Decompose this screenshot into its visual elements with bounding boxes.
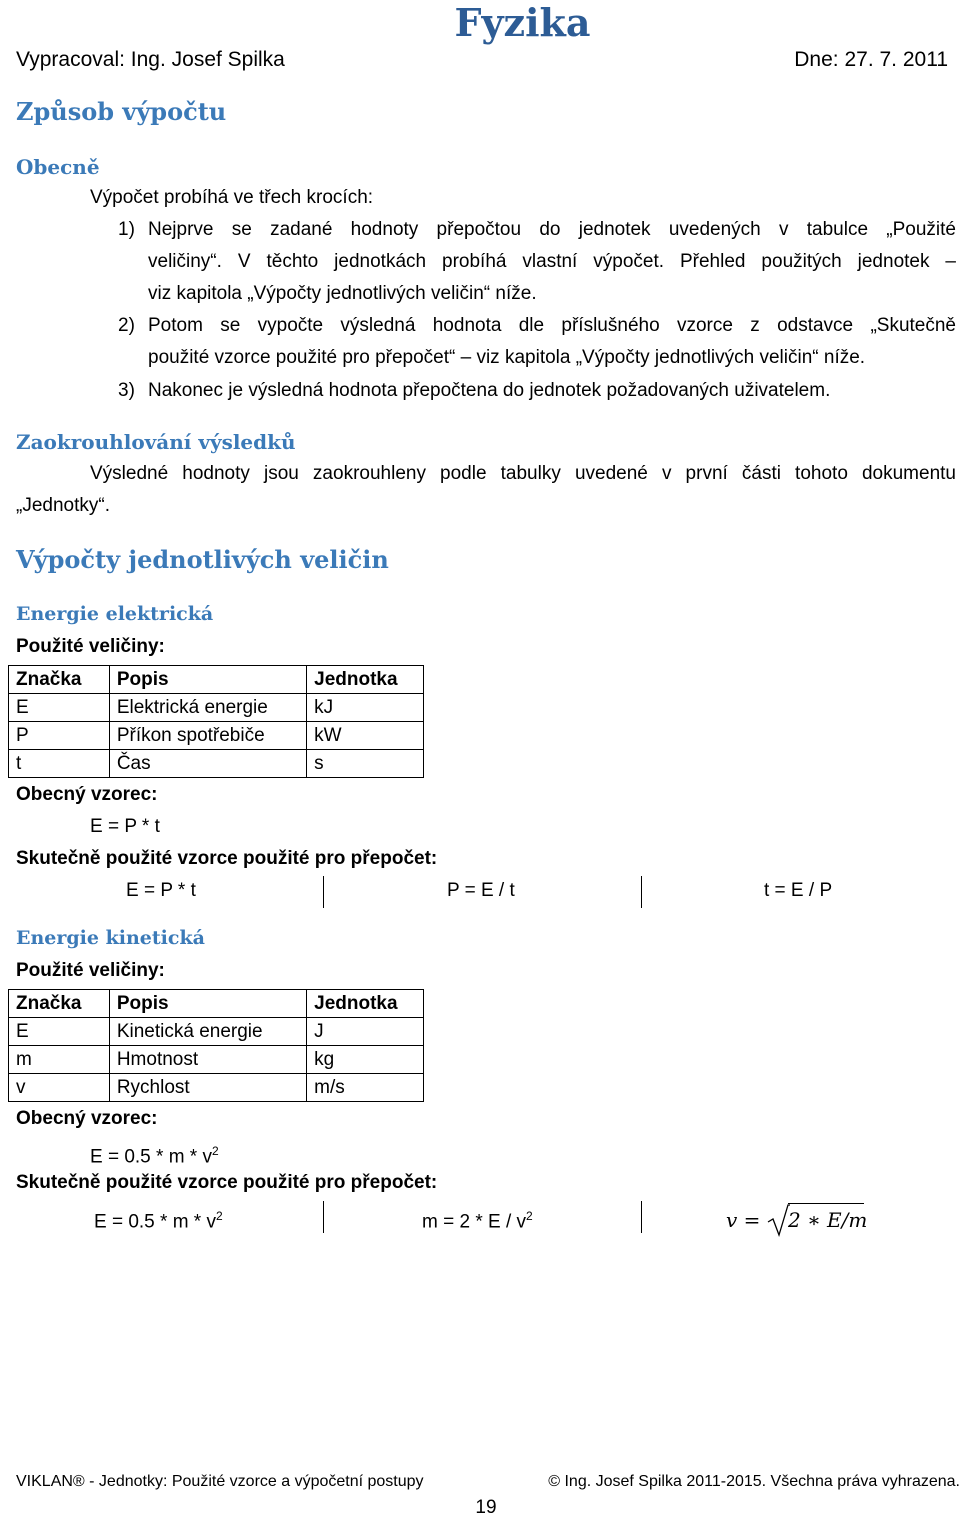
- cell-symbol: t: [9, 750, 110, 778]
- velocity-radicand: 2 ∗ E/m: [788, 1208, 868, 1232]
- footer-left: VIKLAN® - Jednotky: Použité vzorce a výpočetní postupy: [16, 1473, 424, 1490]
- formula-energy: E = P * t: [126, 880, 196, 901]
- header-unit: Jednotka: [307, 990, 424, 1018]
- section-heading-quantity-calculations: Výpočty jednotlivých veličin: [16, 545, 389, 574]
- velocity-lhs: v =: [726, 1208, 761, 1232]
- cell-unit: m/s: [307, 1074, 424, 1102]
- document-title: Fyzika: [454, 0, 591, 45]
- subheading-general: Obecně: [16, 155, 100, 179]
- cell-unit: kg: [307, 1046, 424, 1074]
- table-header-row: [9, 666, 424, 694]
- actual-formulas-label: Skutečně použité vzorce použité pro přepočet:: [16, 1172, 438, 1193]
- square-root-icon: [766, 1202, 790, 1238]
- cell-description: Hmotnost: [109, 1046, 306, 1074]
- general-formula: $E = 0.5 * m * v^2$: [90, 1144, 219, 1168]
- general-formula: E = P * t: [90, 816, 160, 837]
- author-line: Vypracoval: Ing. Josef Spilka: [16, 48, 285, 71]
- formula-kinetic-energy: $E = 0.5 * m * v^2$: [94, 1209, 223, 1233]
- header-unit: Jednotka: [307, 666, 424, 694]
- cell-symbol: v: [9, 1074, 110, 1102]
- cell-symbol: m: [9, 1046, 110, 1074]
- cell-symbol: P: [9, 722, 110, 750]
- cell-description: Čas: [109, 750, 306, 778]
- header-symbol: Značka: [9, 990, 110, 1018]
- step-1-line-2: veličiny“. V těchto jednotkách probíhá vlastní výpočet. Přehled použitých jednotek –: [148, 251, 956, 272]
- cell-symbol: E: [9, 1018, 110, 1046]
- table-row: [9, 1074, 424, 1102]
- table-header-row: [9, 990, 424, 1018]
- formula-time: t = E / P: [764, 880, 833, 901]
- section-heading-calculation-method: Způsob výpočtu: [16, 97, 227, 126]
- step-1-line-1: Nejprve se zadané hodnoty přepočtou do jednotek uvedených v tabulce „Použité: [148, 219, 956, 240]
- cell-unit: J: [307, 1018, 424, 1046]
- used-quantities-label: Použité veličiny:: [16, 960, 165, 981]
- table-row: [9, 1046, 424, 1074]
- step-number: 2): [118, 315, 135, 336]
- formula-mass: $m = 2 * E / v^2$: [422, 1209, 533, 1233]
- cell-description: Elektrická energie: [109, 694, 306, 722]
- table-row: [9, 694, 424, 722]
- formula-divider: [641, 1201, 642, 1233]
- table-row: [9, 1018, 424, 1046]
- formula-divider: [323, 876, 324, 908]
- step-2-line-1: Potom se vypočte výsledná hodnota dle příslušného vzorce z odstavce „Skutečně: [148, 315, 956, 336]
- table-row: [9, 750, 424, 778]
- cell-description: Příkon spotřebiče: [109, 722, 306, 750]
- rounding-line-2: „Jednotky“.: [16, 495, 110, 516]
- cell-description: Rychlost: [109, 1074, 306, 1102]
- step-2-line-2: použité vzorce použité pro přepočet“ – viz kapitola „Výpočty jednotlivých veličin“ níže.: [148, 347, 866, 368]
- general-formula-label: Obecný vzorec:: [16, 784, 158, 805]
- cell-description: Kinetická energie: [109, 1018, 306, 1046]
- subheading-kinetic-energy: Energie kinetická: [16, 927, 205, 949]
- formula-divider: [323, 1201, 324, 1233]
- step-1-line-3: viz kapitola „Výpočty jednotlivých veličin“ níže.: [148, 283, 537, 304]
- actual-formulas-label: Skutečně použité vzorce použité pro přepočet:: [16, 848, 438, 869]
- cell-unit: s: [307, 750, 424, 778]
- header-description: Popis: [109, 666, 306, 694]
- page-number: 19: [475, 1497, 497, 1518]
- step-3-line-1: Nakonec je výsledná hodnota přepočtena do jednotek požadovaných uživatelem.: [148, 380, 831, 401]
- general-intro: Výpočet probíhá ve třech krocích:: [90, 187, 374, 208]
- date-line: Dne: 27. 7. 2011: [794, 48, 948, 71]
- used-quantities-label: Použité veličiny:: [16, 636, 165, 657]
- rounding-line-1: Výsledné hodnoty jsou zaokrouhleny podle tabulky uvedené v první části tohoto dokumentu: [90, 463, 956, 484]
- header-description: Popis: [109, 990, 306, 1018]
- header-symbol: Značka: [9, 666, 110, 694]
- table-row: [9, 722, 424, 750]
- cell-unit: kJ: [307, 694, 424, 722]
- electric-quantities-table: [8, 665, 424, 778]
- kinetic-quantities-table: [8, 989, 424, 1102]
- step-number: 3): [118, 380, 135, 401]
- footer-right: © Ing. Josef Spilka 2011-2015. Všechna práva vyhrazena.: [548, 1473, 960, 1490]
- cell-unit: kW: [307, 722, 424, 750]
- formula-power: P = E / t: [447, 880, 515, 901]
- step-number: 1): [118, 219, 135, 240]
- formula-divider: [641, 876, 642, 908]
- cell-symbol: E: [9, 694, 110, 722]
- general-formula-label: Obecný vzorec:: [16, 1108, 158, 1129]
- subheading-rounding: Zaokrouhlování výsledků: [16, 430, 296, 454]
- subheading-electric-energy: Energie elektrická: [16, 603, 214, 625]
